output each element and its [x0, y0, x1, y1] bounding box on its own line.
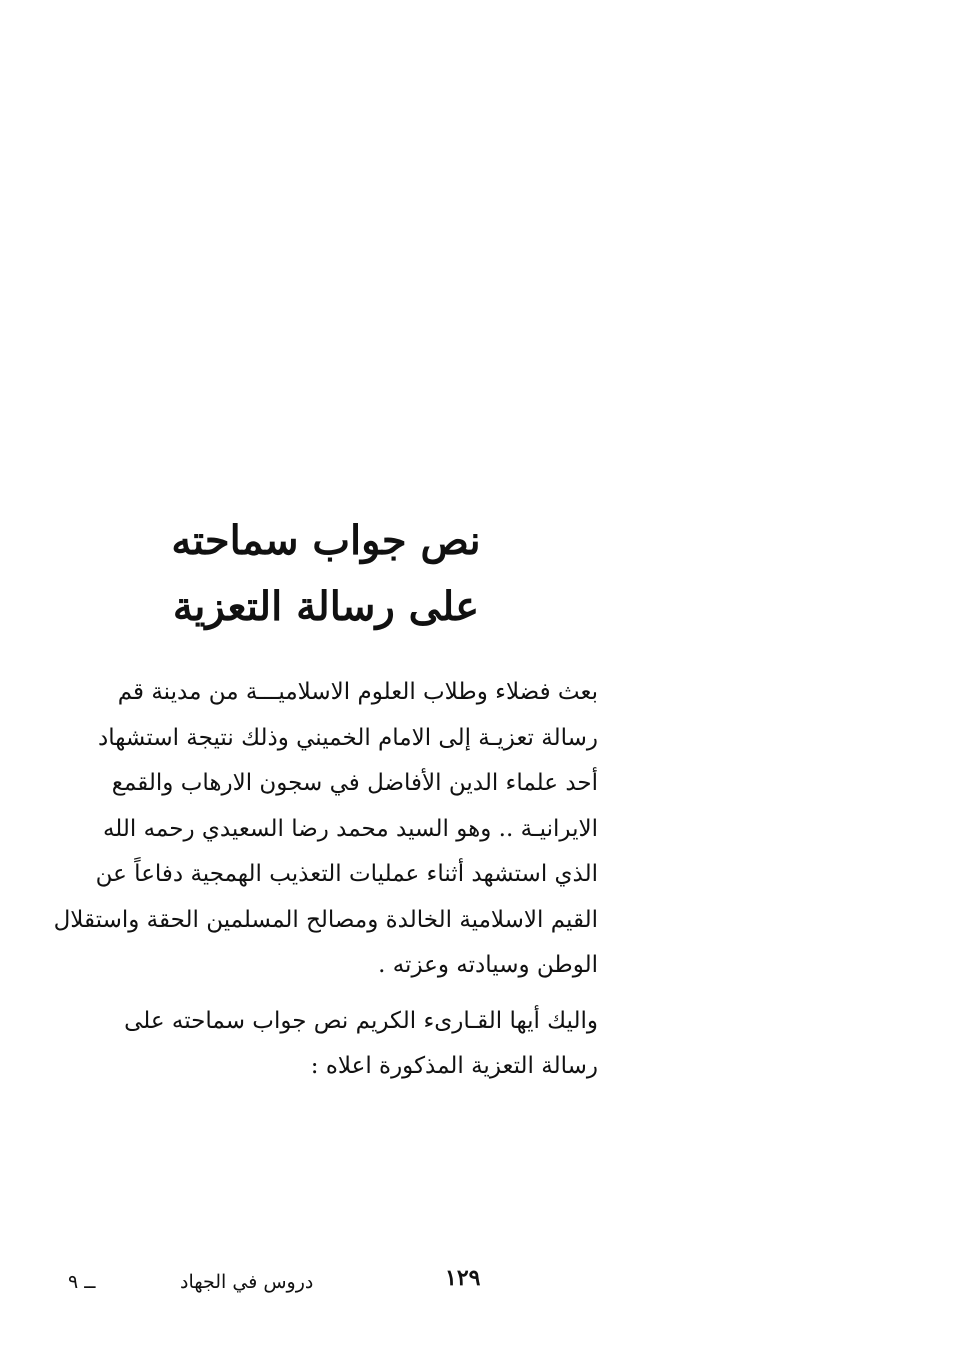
text-line: رسالة التعزية المذكورة اعلاه :: [310, 1053, 598, 1079]
text-line: واليك أيها القـارىء الكريم نص جواب سماحته على: [124, 1007, 598, 1034]
section-title: [60, 508, 592, 640]
text-line: بعث فضلاء وطلاب العلوم الاسلاميـــة من مدينة قم: [117, 679, 598, 705]
page-number: ١٢٩: [445, 1265, 481, 1291]
page-footer: [60, 1265, 520, 1305]
text-line: أحد علماء الدين الأفاضل في سجون الارهاب والقمع: [111, 770, 598, 796]
text-line: الوطن وسيادته وعزته .: [378, 952, 598, 978]
text-line: الايرانيـة .. وهو السيد محمد رضا السعيدي رحمه الله: [102, 815, 598, 842]
body-text: [53, 670, 598, 1090]
paragraph-2: [68, 999, 598, 1090]
paragraph-1: [53, 670, 598, 989]
text-line: رسالة تعزيـة إلى الامام الخميني وذلك نتيجة استشهاد: [98, 724, 598, 751]
running-title: دروس في الجهاد: [180, 1271, 314, 1293]
title-line-1: نص جواب سماحته: [171, 517, 481, 564]
signature-mark: ــ ٩: [68, 1271, 96, 1293]
title-line-2: على رسالة التعزية: [172, 583, 480, 630]
text-line: الذي استشهد أثناء عمليات التعذيب الهمجية دفاعاً عن: [95, 861, 598, 887]
paragraph-gap: [68, 989, 598, 999]
text-line: القيم الاسلامية الخالدة ومصالح المسلمين الحقة واستقلال: [53, 906, 598, 933]
